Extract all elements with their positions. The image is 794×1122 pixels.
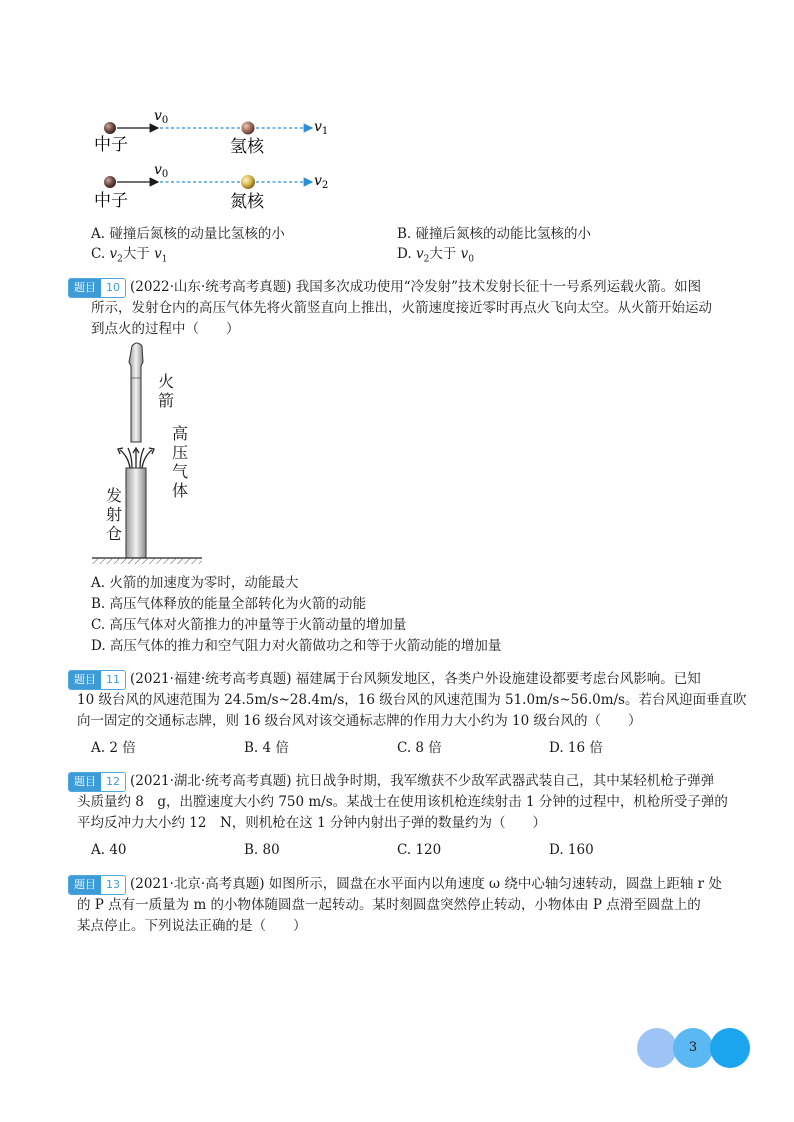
- neutron-ball: [104, 122, 116, 134]
- silo-label: 发射仓: [106, 486, 123, 543]
- hydrogen-label: 氢核: [230, 137, 264, 157]
- q9-option-d: D. $v_2$大于 $v_0$: [397, 246, 474, 265]
- q12-option-d: D. 160: [549, 842, 594, 858]
- page-badge-right-circle: [710, 1028, 750, 1068]
- neutron-ball: [104, 176, 116, 188]
- nitrogen-nucleus-ball: [241, 175, 255, 189]
- nitrogen-label: 氮核: [230, 192, 264, 212]
- high-pressure-gas-arrows: [118, 448, 154, 468]
- q9-option-b: B. 碰撞后氮核的动能比氢核的小: [397, 226, 592, 242]
- q11-first-line: 题目 11 (2021·福建·统考高考真题) 福建属于台风频发地区，各类户外设施建设都要考虑台风影响。已知: [68, 669, 701, 690]
- hydrogen-nucleus-ball: [242, 122, 255, 135]
- q12-option-b: B. 80: [244, 842, 280, 858]
- neutron-label: 中子: [94, 135, 128, 155]
- rocket-label: 火箭: [158, 372, 175, 410]
- q10-option-c: C. 高压气体对火箭推力的冲量等于火箭动量的增加量: [91, 617, 407, 633]
- q10-line-2: 所示，发射仓内的高压气体先将火箭竖直向上推出，火箭速度接近零时再点火飞向太空。从火箭开始运动: [91, 300, 712, 316]
- v2-label: $v_2$: [314, 173, 329, 191]
- launch-silo: [126, 468, 146, 558]
- q11-option-d: D. 16 倍: [549, 740, 603, 756]
- q10-option-d: D. 高压气体的推力和空气阻力对火箭做功之和等于火箭动能的增加量: [91, 638, 502, 654]
- q10-option-b: B. 高压气体释放的能量全部转化为火箭的动能: [91, 596, 367, 612]
- q11-option-b: B. 4 倍: [244, 740, 289, 756]
- q13-first-line: 题目 13 (2021·北京·高考真题) 如图所示，圆盘在水平面内以角速度 ω 绕中心轴匀速转动，圆盘上距轴 r 处: [68, 874, 722, 895]
- q10-option-a: A. 火箭的加速度为零时，动能最大: [91, 575, 299, 591]
- q13-line-2: 的 P 点有一质量为 m 的小物体随圆盘一起转动。某时刻圆盘突然停止转动，小物体由 P 点滑至圆盘上的: [77, 897, 701, 913]
- gas-label: 高压气体: [172, 424, 189, 500]
- page-number: 3: [688, 1040, 698, 1055]
- question-tag: 题目 13: [68, 875, 126, 895]
- v0-label: $v_0$: [154, 162, 169, 180]
- q11-option-a: A. 2 倍: [91, 740, 136, 756]
- q11-option-c: C. 8 倍: [397, 740, 442, 756]
- page-badge-left-circle: [637, 1028, 677, 1068]
- v1-label: $v_1$: [314, 119, 329, 137]
- q12-first-line: 题目 12 (2021·湖北·统考高考真题) 抗日战争时期，我军缴获不少敌军武器武装自己，其中某轻机枪子弹弹: [68, 771, 714, 792]
- question-tag: 题目 12: [68, 772, 126, 792]
- q11-line-3: 向一固定的交通标志牌，则 16 级台风对该交通标志牌的作用力大小约为 10 级台风的（ ）: [77, 713, 642, 729]
- q10-first-line: 题目 10 (2022·山东·统考高考真题) 我国多次成功使用“冷发射”技术发射长征十一号系列运载火箭。如图: [68, 277, 701, 298]
- q12-option-c: C. 120: [397, 842, 442, 858]
- q9-option-a: A. 碰撞后氮核的动量比氢核的小: [91, 226, 285, 242]
- q10-line-3: 到点火的过程中（ ）: [91, 321, 240, 337]
- q12-line-3: 平均反冲力大小约 12 N，则机枪在这 1 分钟内射出子弹的数量约为（ ）: [77, 815, 546, 831]
- question-tag: 题目 11: [68, 670, 126, 690]
- question-tag: 题目 10: [68, 278, 126, 298]
- neutron-label: 中子: [94, 191, 128, 211]
- q11-line-2: 10 级台风的风速范围为 24.5m/s~28.4m/s，16 级台风的风速范围为 51.0m/s~56.0m/s。若台风迎面垂直吹: [77, 692, 747, 708]
- q12-line-2: 头质量约 8 g，出膛速度大小约 750 m/s。某战士在使用该机枪连续射击 1 分钟的过程中，机枪所受子弹的: [77, 794, 728, 810]
- q9-option-c: C. $v_2$大于 $v_1$: [91, 246, 168, 265]
- q13-line-3: 某点停止。下列说法正确的是（ ）: [77, 918, 307, 934]
- rocket: [129, 343, 143, 442]
- collision-diagram: [88, 100, 348, 215]
- v0-label: $v_0$: [154, 108, 169, 126]
- q12-option-a: A. 40: [91, 842, 127, 858]
